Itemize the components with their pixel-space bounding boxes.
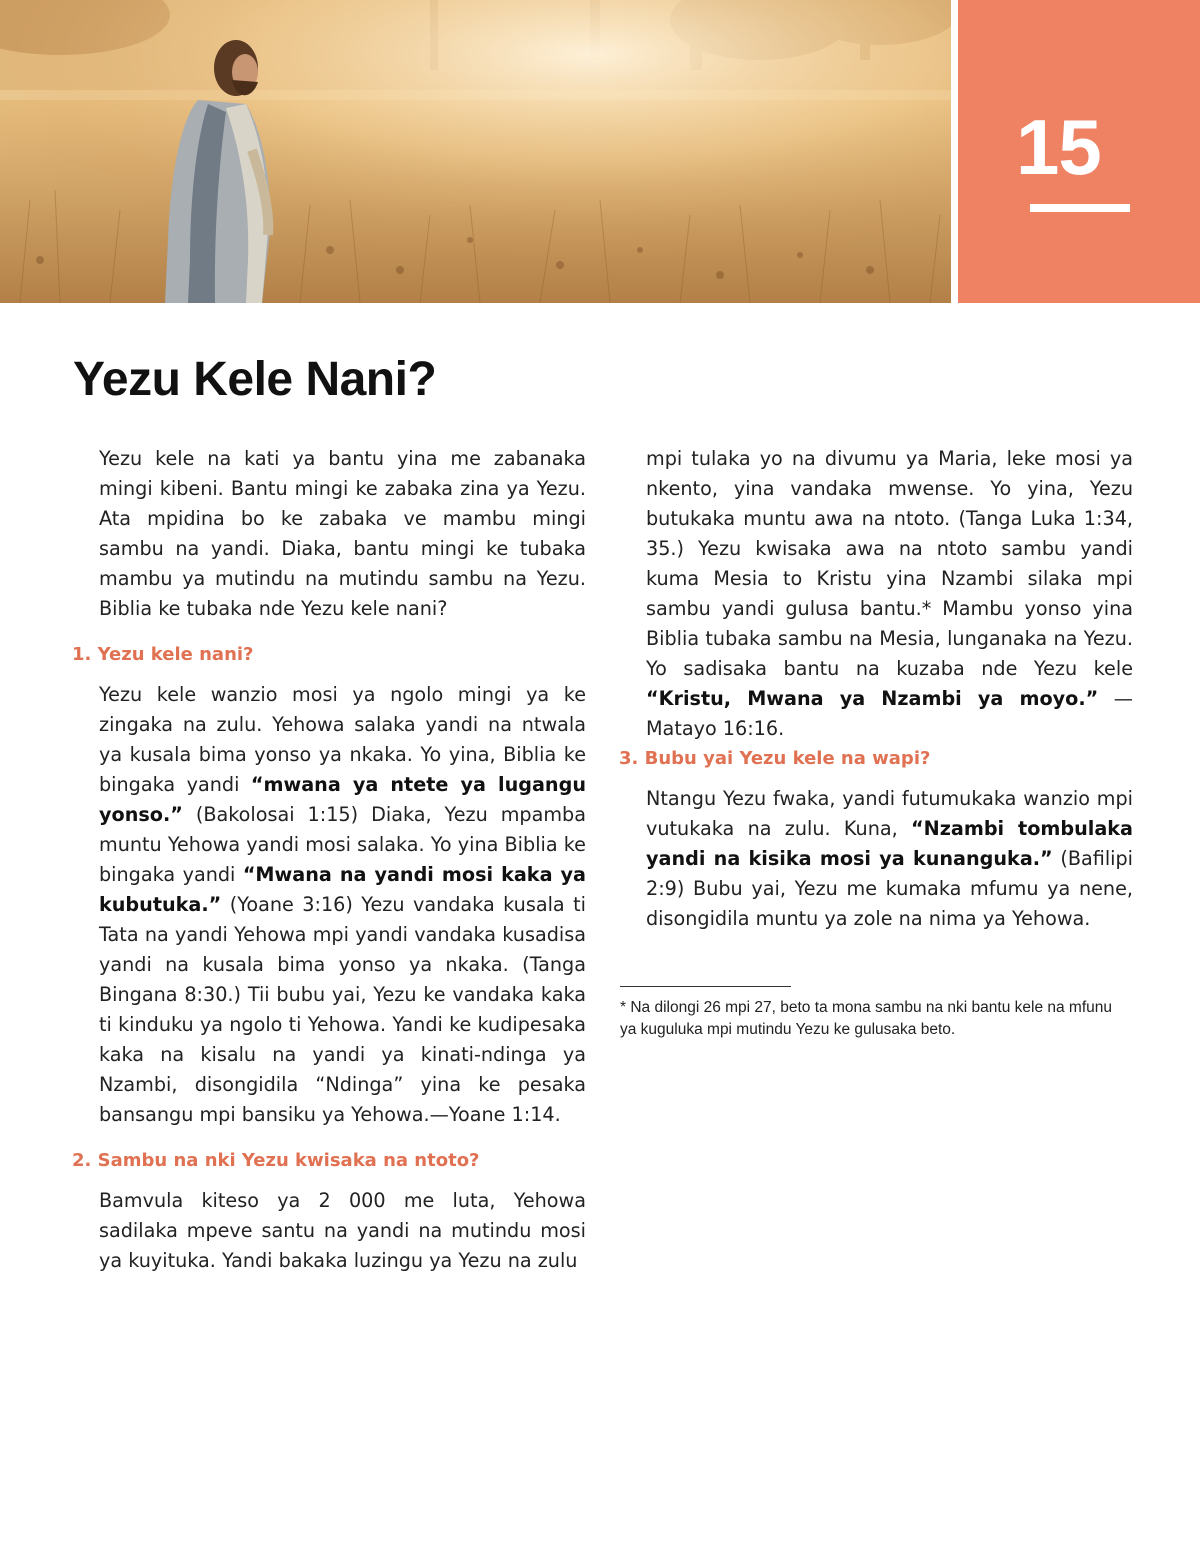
answer-2-bold-a: “Kristu, Mwana ya Nzambi ya moyo.”: [646, 687, 1099, 710]
intro-paragraph: Yezu kele na kati ya bantu yina me zabanaka mingi kibeni. Bantu mingi ke zabaka zina ya Yezu. Ata mpidina bo ke zabaka ve mambu mingi sambu na yandi. Diaka, bantu mingi ke tubaka mambu ya mutindu na mutindu sambu na Yezu. Biblia ke tubaka nde Yezu kele nani?: [99, 447, 586, 620]
lesson-number: 15: [1016, 103, 1101, 191]
right-column: [619, 444, 1134, 934]
answer-1-bold-a: “mwana ya ntete ya lugangu yonso.”: [99, 773, 586, 826]
answer-1-text-a: Yezu kele wanzio mosi ya ngolo mingi ya ke zingaka na zulu. Yehowa salaka yandi na ntwala ya kusala bima yonso ya nkaka. Yo yina, Biblia ke bingaka yandi: [99, 683, 586, 796]
footnote-rule: [620, 986, 791, 987]
footnote: * Na dilongi 26 mpi 27, beto ta mona sambu na nki bantu kele na mfunu ya kuguluka mpi mutindu Yezu ke gulusaka beto.: [620, 999, 1113, 1038]
answer-2-text-a: Bamvula kiteso ya 2 000 me luta, Yehowa sadilaka mpeve santu na yandi na mutindu mosi ya kuyituka. Yandi bakaka luzingu ya Yezu na zulu: [99, 1189, 586, 1272]
answer-3-text-a: Ntangu Yezu fwaka, yandi futumukaka wanzio mpi vutukaka na zulu. Kuna,: [646, 787, 1133, 840]
left-column: [72, 444, 586, 1276]
page-title: Yezu Kele Nani?: [73, 353, 437, 406]
answer-1-paragraph: [99, 680, 586, 1130]
man-in-robe-walking-in-golden-field-icon: [0, 0, 951, 303]
answer-3-paragraph: [646, 784, 1133, 934]
badge-underline: [1030, 204, 1130, 212]
answer-1-bold-b: “Mwana na yandi mosi kaka ya kubutuka.”: [99, 863, 586, 916]
answer-2-text-b: —Matayo 16:16.: [646, 687, 1133, 740]
answer-1-text-b: (Bakolosai 1:15) Diaka, Yezu mpamba muntu Yehowa yandi mosi salaka. Yo yina Biblia ke bingaka yandi: [99, 803, 586, 886]
answer-2-continued: [646, 444, 1133, 744]
answer-1-text-c: (Yoane 3:16) Yezu vandaka kusala ti Tata na yandi Yehowa mpi yandi vandaka kusadisa yandi na kusala bima yonso ya nkaka. (Tanga Bingana 8:30.) Tii bubu yai, Yezu ke vandaka kaka ti kinduku ya ngolo ti Yehowa. Yandi ke kudipesaka kaka na kisalu na yandi ya kinati-ndinga ya Nzambi, disongidila “Ndinga” yina ke pesaka bansangu mpi bansiku ya Yehowa.—Yoane 1:14.: [99, 893, 586, 1126]
answer-2-paragraph: [99, 1186, 586, 1276]
lesson-number-badge: [958, 0, 1200, 303]
question-2-heading: 2. Sambu na nki Yezu kwisaka na ntoto?: [72, 1150, 480, 1171]
question-3-heading: 3. Bubu yai Yezu kele na wapi?: [619, 748, 931, 769]
question-1-heading: 1. Yezu kele nani?: [72, 644, 254, 665]
answer-3-text-b: (Bafilipi 2:9) Bubu yai, Yezu me kumaka mfumu ya nene, disongidila muntu ya zole na nima ya Yehowa.: [646, 847, 1134, 930]
hero-image: [0, 0, 951, 303]
answer-2-text-a-continued: mpi tulaka yo na divumu ya Maria, leke mosi ya nkento, yina vandaka mwense. Yo yina, Yezu butukaka muntu awa na ntoto. (Tanga Luka 1:34, 35.) Yezu kwisaka awa na ntoto sambu yandi kuma Mesia to Kristu yina Nzambi silaka mpi sambu yandi gulusa bantu.* Mambu yonso yina Biblia tubaka sambu na Mesia, lunganaka na Yezu. Yo sadisaka bantu na kuzaba nde Yezu kele: [646, 447, 1133, 680]
answer-3-bold-a: “Nzambi tombulaka yandi na kisika mosi ya kunanguka.”: [646, 817, 1133, 870]
